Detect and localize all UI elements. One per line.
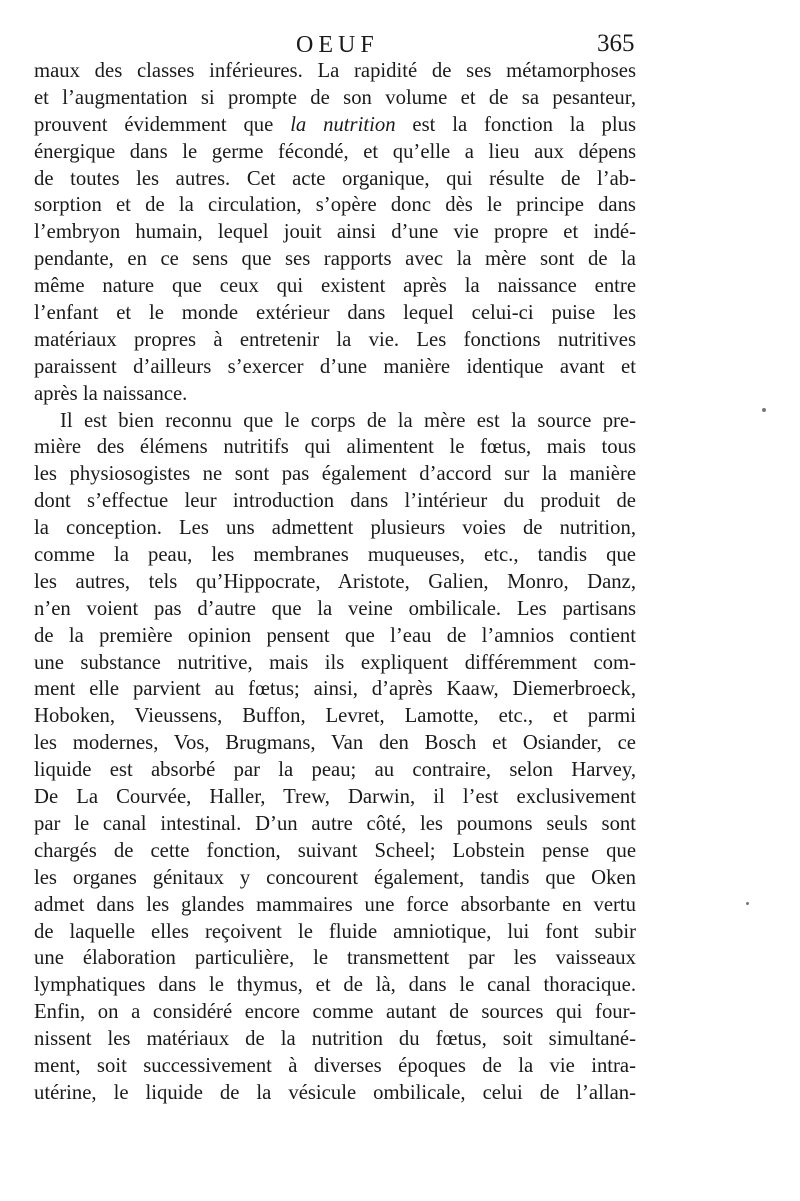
text-line: dont s’effectue leur introduction dans l’intérieur du produit de [34,490,636,513]
text-line: de laquelle elles reçoivent le fluide amniotique, lui font subir [34,920,636,943]
text-line: les autres, tels qu’Hippocrate, Aristote, Galien, Monro, Danz, [34,570,636,593]
text-line: par le canal intestinal. D’un autre côté, les poumons seuls sont [34,812,636,835]
text-line: les modernes, Vos, Brugmans, Van den Bosch et Osiander, ce [34,732,636,755]
text-line: nissent les matériaux de la nutrition du fœtus, soit simultané- [34,1028,636,1051]
text-line: l’embryon humain, lequel jouit ainsi d’une vie propre et indé- [34,221,636,244]
text-line: Enfin, on a considéré encore comme autant de sources qui four- [34,1001,636,1024]
text-line [34,112,636,139]
text-line: n’en voient pas d’autre que la veine ombilicale. Les partisans [34,597,636,620]
text-line: énergique dans le germe fécondé, et qu’elle a lieu aux dépens [34,140,636,163]
text-line: utérine, le liquide de la vésicule ombilicale, celui de l’allan- [34,1081,636,1104]
text-line: Hoboken, Vieussens, Buffon, Levret, Lamotte, etc., et parmi [34,705,636,728]
text-line: une élaboration particulière, le transmettent par les vaisseaux [34,947,636,970]
text-line: admet dans les glandes mammaires une force absorbante en vertu [34,893,636,916]
text-line: une substance nutritive, mais ils expliquent différemment com- [34,651,636,674]
text-line: lymphatiques dans le thymus, et de là, dans le canal thoracique. [34,974,636,997]
text-line: paraissent d’ailleurs s’exercer d’une manière identique avant et [34,355,636,378]
italic-term: la nutrition [290,113,396,136]
text-line: Il est bien reconnu que le corps de la mère est la source pre- [60,409,636,432]
text-line: de la première opinion pensent que l’eau de l’amnios contient [34,624,636,647]
text-line: pendante, en ce sens que ses rapports avec la mère sont de la [34,248,636,271]
page-number: 365 [597,30,635,57]
text-line: maux des classes inférieures. La rapidité de ses métamorphoses [34,60,636,82]
text-line: sorption et de la circulation, s’opère donc dès le principe dans [34,194,636,217]
body-text [34,58,636,1107]
text-run: prouvent évidemment que [34,113,291,136]
text-line: après la naissance. [34,382,188,405]
text-line: même nature que ceux qui existent après la naissance entre [34,275,636,298]
text-line: matériaux propres à entretenir la vie. Les fonctions nutritives [34,328,636,351]
text-line: ment, soit successivement à diverses époques de la vie intra- [34,1054,636,1077]
text-line: mière des élémens nutritifs qui alimentent le fœtus, mais tous [34,436,636,459]
paragraph-2 [34,408,636,1107]
text-line: De La Courvée, Haller, Trew, Darwin, il l’est exclusivement [34,786,636,809]
print-speck [746,902,749,905]
text-line: et l’augmentation si prompte de son volume et de sa pesanteur, [34,86,636,109]
text-line: chargés de cette fonction, suivant Scheel; Lobstein pense que [34,839,636,862]
text-line: la conception. Les uns admettent plusieurs voies de nutrition, [34,517,636,540]
text-line: les physiosogistes ne sont pas également d’accord sur la manière [34,463,636,486]
text-line: liquide est absorbé par la peau; au contraire, selon Harvey, [34,759,636,782]
text-line: comme la peau, les membranes muqueuses, etc., tandis que [34,544,636,567]
text-run: est la fonction la plus [395,113,636,136]
text-line: de toutes les autres. Cet acte organique, qui résulte de l’ab- [34,167,636,190]
text-line: les organes génitaux y concourent également, tandis que Oken [34,866,636,889]
paragraph-1 [34,58,636,408]
running-title: OEUF [296,32,379,58]
text-line: ment elle parvient au fœtus; ainsi, d’après Kaaw, Diemerbroeck, [34,678,636,701]
print-speck [762,408,766,412]
text-line: l’enfant et le monde extérieur dans lequel celui-ci puise les [34,302,636,325]
